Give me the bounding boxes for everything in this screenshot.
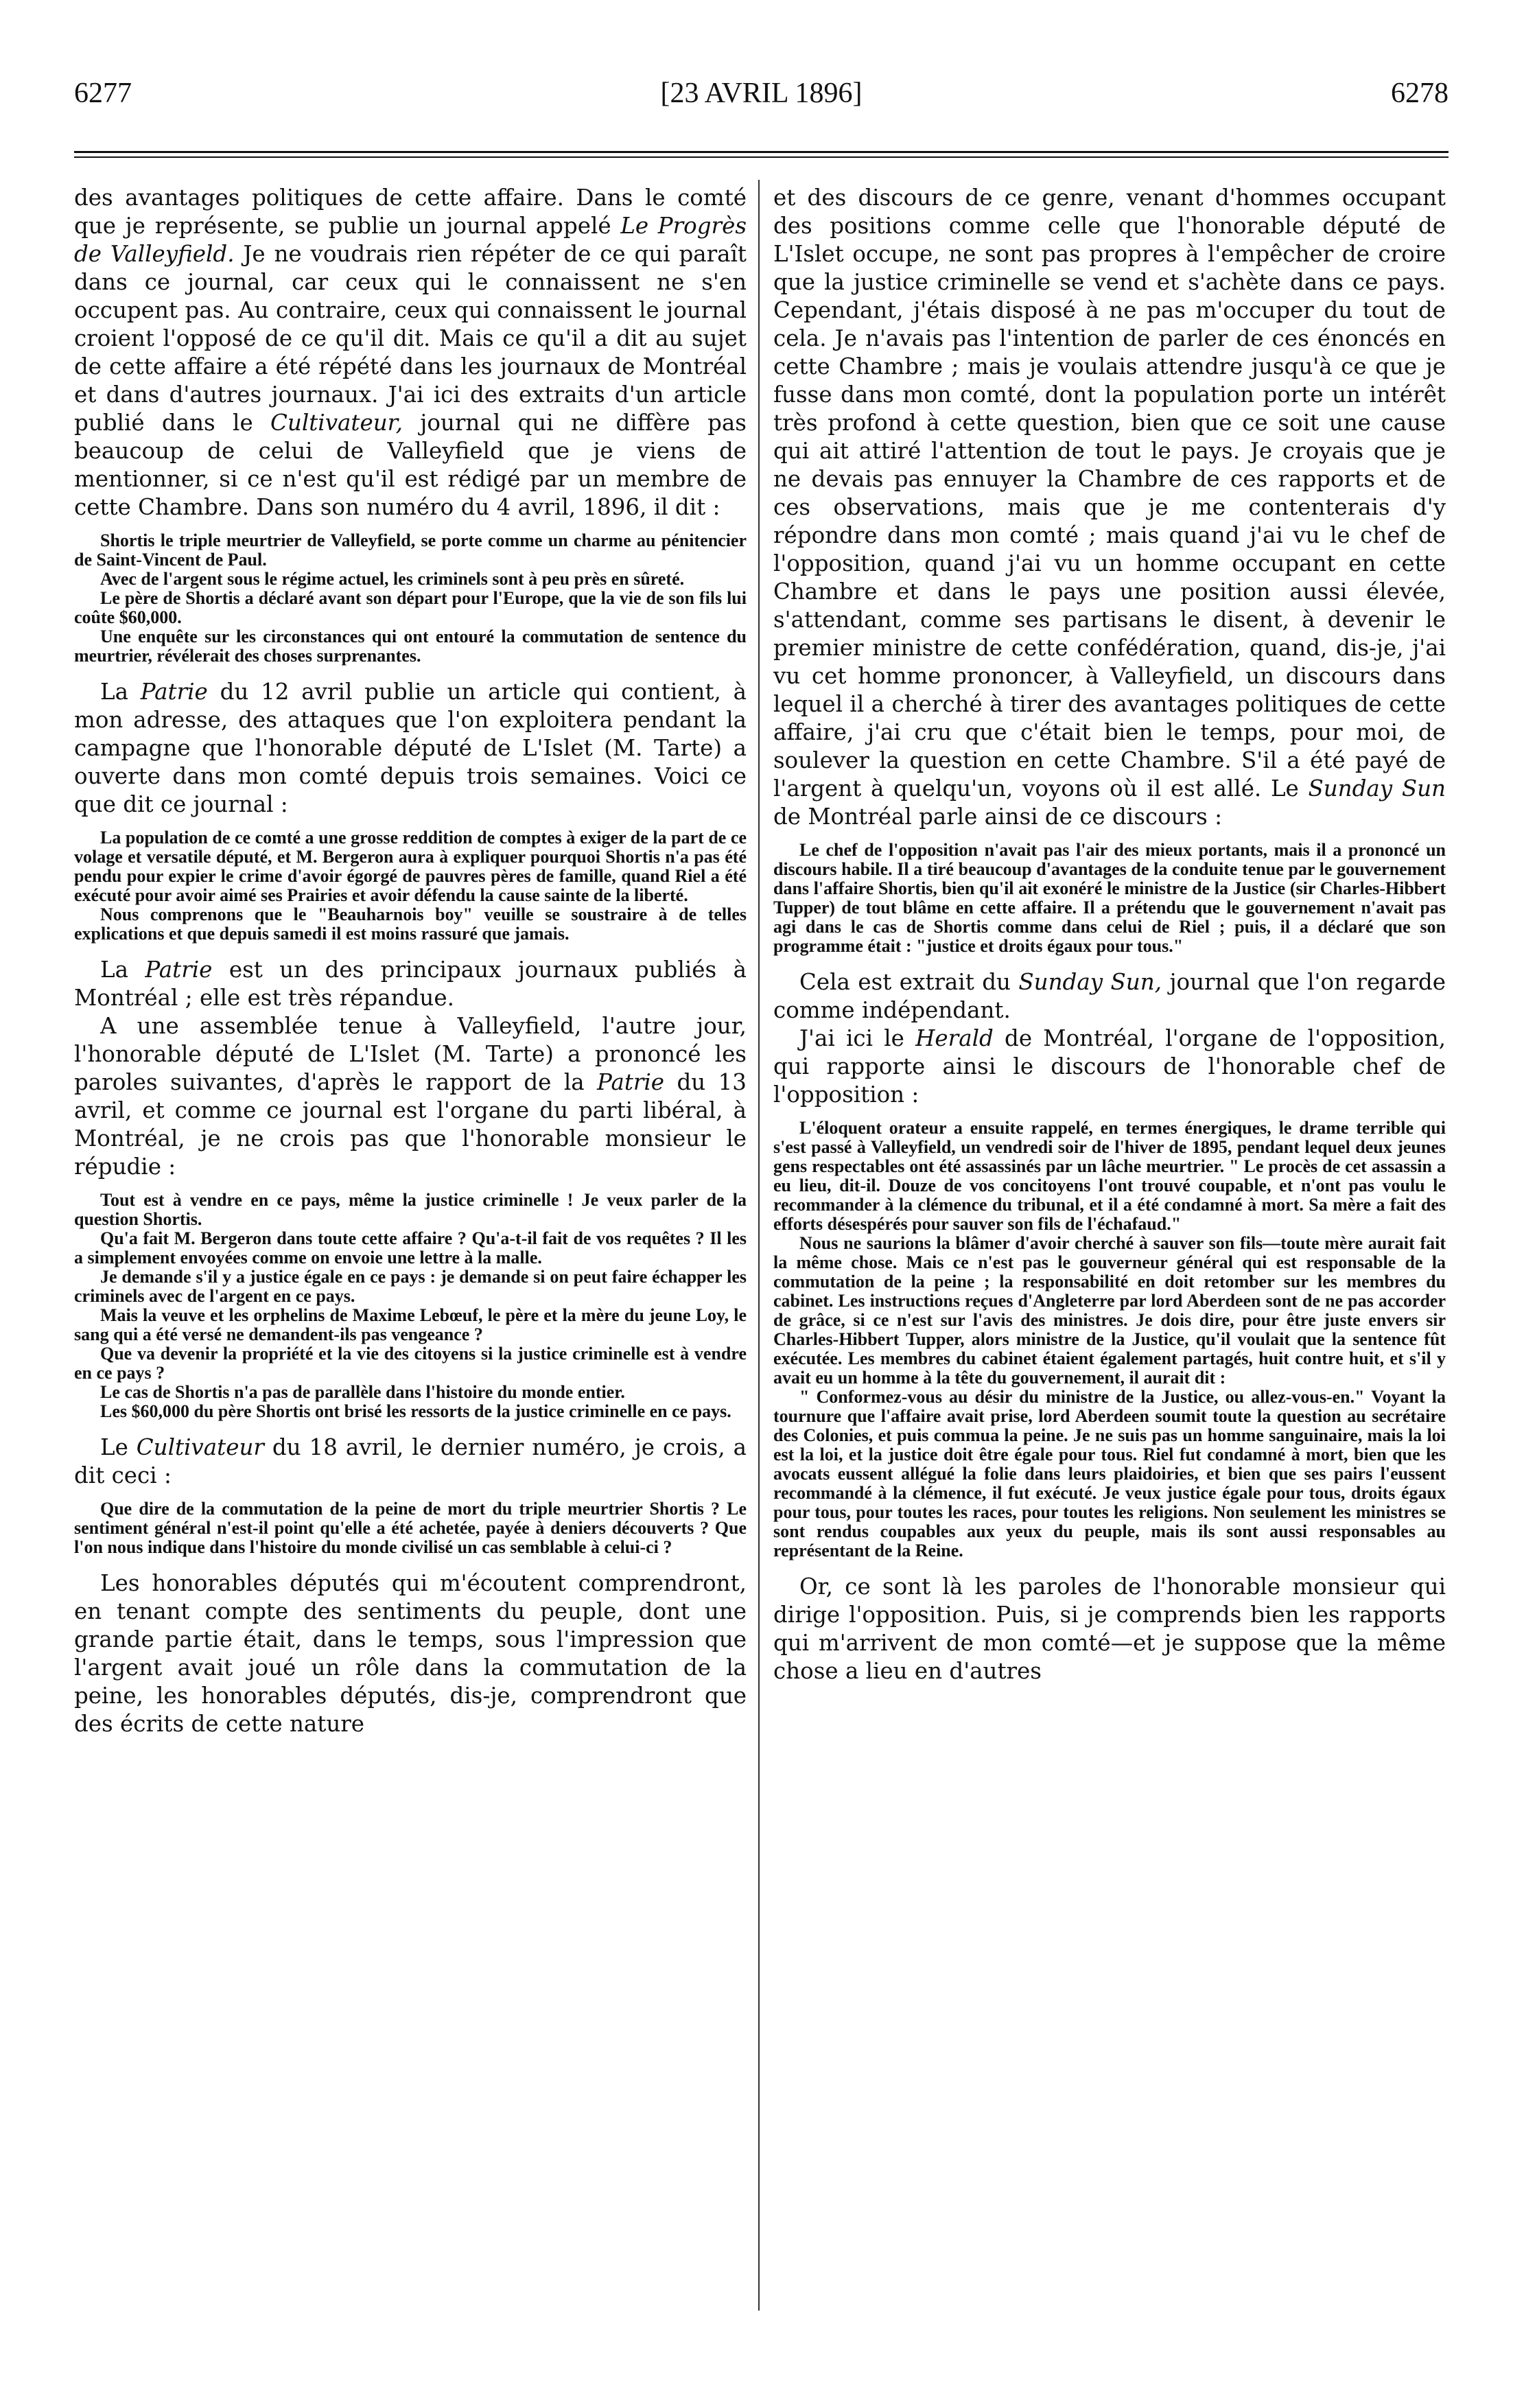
quote-line: Une enquête sur les circonstances qui ont entouré la commutation de sentence du meurtrier, révélerait des choses surprenantes. <box>74 627 747 666</box>
quote-line: Le père de Shortis a déclaré avant son départ pour l'Europe, que la vie de son fils lui coûte $60,000. <box>74 588 747 627</box>
right-quote-sunday-sun <box>773 841 1446 956</box>
right-paragraph-1: et des discours de ce genre, venant d'hommes occupant des positions comme celle que l'honorable député de L'Islet occupe, ne sont pas propres à l'empêcher de croire que la justice criminelle se vend et s'achète dans ce pays. Cependant, j'étais disposé à ne pas m'occuper du tout de cela. Je n'avais pas l'intention de parler de ces énoncés en cette Chambre ; mais je voulais attendre jusqu'à ce que je fusse dans mon comté, dont la population porte un intérêt très profond à cette question, bien que ce soit une cause qui ait attiré l'attention de tout le pays. Je croyais que je ne devais pas ennuyer la Chambre de ces rapports et de ces observations, mais que je me contenterais d'y répondre dans mon comté ; mais quand j'ai vu le chef de l'opposition, quand j'ai vu un homme occupant en cette Chambre et dans le pays une position aussi élevée, s'attendant, comme ses partisans le disent, à devenir le premier ministre de cette confédération, quand, dis-je, j'ai vu cet homme prononcer, à Valleyfield, un discours dans lequel il a cherché à tirer des avantages politiques de cette affaire, j'ai cru que c'était bien le temps, pour moi, de soulever la question en cette Chambre. S'il a été payé de l'argent à quelqu'un, voyons où il est allé. Le Sunday Sun de Montréal parle ainsi de ce discours : <box>773 185 1446 830</box>
quote-line: Nous ne saurions la blâmer d'avoir cherché à sauver son fils—toute mère aurait fait la même chose. Mais ce n'est pas le gouverneur général qui est responsable de la commutation de la peine ; la responsabilité en doit retomber sur les membres du cabinet. Les instructions reçues d'Angleterre par lord Aberdeen sont de ne pas accorder de grâce, si ce n'est sur l'avis des ministres. Je dois dire, pour être juste envers sir Charles-Hibbert Tupper, alors ministre de la Justice, qu'il voulait que la sentence fût exécutée. Les membres du cabinet étaient également partagés, huit contre huit, et s'il y avait eu un homme à la tête du gouvernement, il aurait dit : <box>773 1233 1446 1388</box>
quote-line: Tout est à vendre en ce pays, même la justice criminelle ! Je veux parler de la question Shortis. <box>74 1190 747 1229</box>
quote-line: Nous comprenons que le "Beauharnois boy" veuille se soustraire à de telles explications et que depuis samedi il est moins rassuré que jamais. <box>74 904 747 944</box>
left-paragraph-1: des avantages politiques de cette affaire. Dans le comté que je représente, se publie un journal appelé Le Progrès de Valleyfield. Je ne voudrais rien répéter de ce qui paraît dans ce journal, car ceux qui le connaissent ne s'en occupent pas. Au contraire, ceux qui connaissent le journal croient l'opposé de ce qu'il dit. Mais ce qu'il a dit au sujet de cette affaire a été répété dans les journaux de Montréal et dans d'autres journaux. J'ai ici des extraits d'un article publié dans le Cultivateur, journal qui ne diffère pas beaucoup de celui de Valleyfield que je viens de mentionner, si ce n'est qu'il est rédigé par un membre de cette Chambre. Dans son numéro du 4 avril, 1896, il dit : <box>74 185 747 520</box>
left-column <box>74 184 747 1738</box>
left-paragraph-2: La Patrie du 12 avril publie un article qui contient, à mon adresse, des attaques que l'on exploitera pendant la campagne que l'honorable député de L'Islet (M. Tarte) a ouverte dans mon comté depuis trois semaines. Voici ce que dit ce journal : <box>74 679 747 817</box>
header-rule-bottom <box>74 156 1449 158</box>
left-paragraph-5: Le Cultivateur du 18 avril, le dernier numéro, je crois, a dit ceci : <box>74 1434 747 1488</box>
right-column <box>773 184 1446 1685</box>
quote-line: Qu'a fait M. Bergeron dans toute cette affaire ? Qu'a-t-il fait de vos requêtes ? Il les a simplement envoyées comme on envoie une lettre à la malle. <box>74 1228 747 1267</box>
quote-line: Le chef de l'opposition n'avait pas l'air des mieux portants, mais il a prononcé un discours habile. Il a tiré beaucoup d'avantages de la conduite tenue par le gouvernement dans l'affaire Shortis, bien qu'il ait exonéré le ministre de la Justice (sir Charles-Hibbert Tupper) de tout blâme en cette affaire. Il a prétendu que le gouvernement n'avait pas agi dans le cas de Shortis comme dans celui de Riel ; puis, il a déclaré que son programme était : "justice et droits égaux pour tous." <box>773 840 1446 956</box>
quote-line: " Conformez-vous au désir du ministre de la Justice, ou allez-vous-en." Voyant la tournure que l'affaire avait prise, lord Aberdeen soumit toute la question au secrétaire des Colonies, et puis commua la peine. Je ne suis pas un homme sanguinaire, mais la loi est la loi, et la justice doit être égale pour tous. Riel fut condamné à mort, bien que les avocats eussent allégué la folie dans leurs plaidoiries, et bien que ses pairs l'eussent recommandé à la clémence, il fut exécuté. Je veux justice égale pour tous, droits égaux pour tous, pour toutes les races, pour toutes les religions. Non seulement les ministres se sont rendus coupables aux yeux du peuple, mais ils sont aussi responsables au représentant de la Reine. <box>773 1387 1446 1560</box>
quote-line: La population de ce comté a une grosse reddition de comptes à exiger de la part de ce volage et versatile député, et M. Bergeron aura à expliquer pourquoi Shortis n'a pas été pendu pour expier le crime d'avoir égorgé de pauvres pères de famille, quand Riel a été exécuté pour avoir aimé ses Prairies et avoir défendu la cause sainte de la liberté. <box>74 828 747 905</box>
quote-line: L'éloquent orateur a ensuite rappelé, en termes énergiques, le drame terrible qui s'est passé à Valleyfield, un vendredi soir de l'hiver de 1895, pendant lequel deux jeunes gens respectables ont été assassinés par un lâche meurtrier. " Le procès de cet assassin a eu lieu, dit-il. Douze de vos concitoyens l'ont trouvé coupable, et n'ont pas voulu le recommander à la clémence du tribunal, et il a été condamné à mort. Sa mère a fait des efforts désespérés pour sauver son fils de l'échafaud." <box>773 1118 1446 1234</box>
quote-line: Que dire de la commutation de la peine de mort du triple meurtrier Shortis ? Le sentiment général n'est-il point qu'elle a été achetée, payée à deniers découverts ? Que l'on nous indique dans l'histoire du monde civilisé un cas semblable à celui-ci ? <box>74 1499 747 1557</box>
left-quote-cultivateur-2 <box>74 1499 747 1557</box>
right-paragraph-3: J'ai ici le Herald de Montréal, l'organe de l'opposition, qui rapporte ainsi le discours de l'honorable chef de l'opposition : <box>773 1025 1446 1108</box>
left-quote-cultivateur <box>74 531 747 666</box>
column-divider <box>758 180 760 2311</box>
quote-line: Je demande s'il y a justice égale en ce pays : je demande si on peut faire échapper les criminels avec de l'argent en ce pays. <box>74 1267 747 1306</box>
right-quote-herald <box>773 1119 1446 1560</box>
right-paragraph-4: Or, ce sont là les paroles de l'honorable monsieur qui dirige l'opposition. Puis, si je comprends bien les rapports qui m'arrivent de mon comté—et je suppose que la même chose a lieu en d'autres <box>773 1574 1446 1684</box>
page-header <box>74 77 1449 118</box>
right-paragraph-2: Cela est extrait du Sunday Sun, journal que l'on regarde comme indépendant. <box>773 969 1446 1023</box>
left-paragraph-6: Les honorables députés qui m'écoutent comprendront, en tenant compte des sentiments du peuple, dont une grande partie était, dans le temps, sous l'impression que l'argent avait joué un rôle dans la commutation de la peine, les honorables députés, dis-je, comprendront que des écrits de cette nature <box>74 1570 747 1737</box>
quote-line: Le cas de Shortis n'a pas de parallèle dans l'histoire du monde entier. <box>100 1382 625 1402</box>
header-rule-top <box>74 151 1449 153</box>
quote-line: Les $60,000 du père Shortis ont brisé les ressorts de la justice criminelle en ce pays. <box>100 1401 731 1421</box>
page-date: [23 AVRIL 1896] <box>660 78 863 109</box>
quote-line: Mais la veuve et les orphelins de Maxime Lebœuf, le père et la mère du jeune Loy, le sang qui a été versé ne demandent-ils pas vengeance ? <box>74 1305 747 1344</box>
left-quote-tarte <box>74 1191 747 1421</box>
page-number-left: 6277 <box>74 78 132 109</box>
quote-line: Avec de l'argent sous le régime actuel, les criminels sont à peu près en sûreté. <box>100 569 685 589</box>
quote-line: Que va devenir la propriété et la vie des citoyens si la justice criminelle est à vendre en ce pays ? <box>74 1344 747 1383</box>
quote-line: Shortis le triple meurtrier de Valleyfield, se porte comme un charme au pénitencier de Saint-Vincent de Paul. <box>74 530 747 570</box>
page-number-right: 6278 <box>1391 78 1449 109</box>
left-quote-patrie <box>74 828 747 944</box>
left-paragraph-4: A une assemblée tenue à Valleyfield, l'autre jour, l'honorable député de L'Islet (M. Tarte) a prononcé les paroles suivantes, d'après le rapport de la Patrie du 13 avril, et comme ce journal est l'organe du parti libéral, à Montréal, je ne crois pas que l'honorable monsieur le répudie : <box>74 1013 747 1180</box>
left-paragraph-3: La Patrie est un des principaux journaux publiés à Montréal ; elle est très répandue. <box>74 957 747 1011</box>
